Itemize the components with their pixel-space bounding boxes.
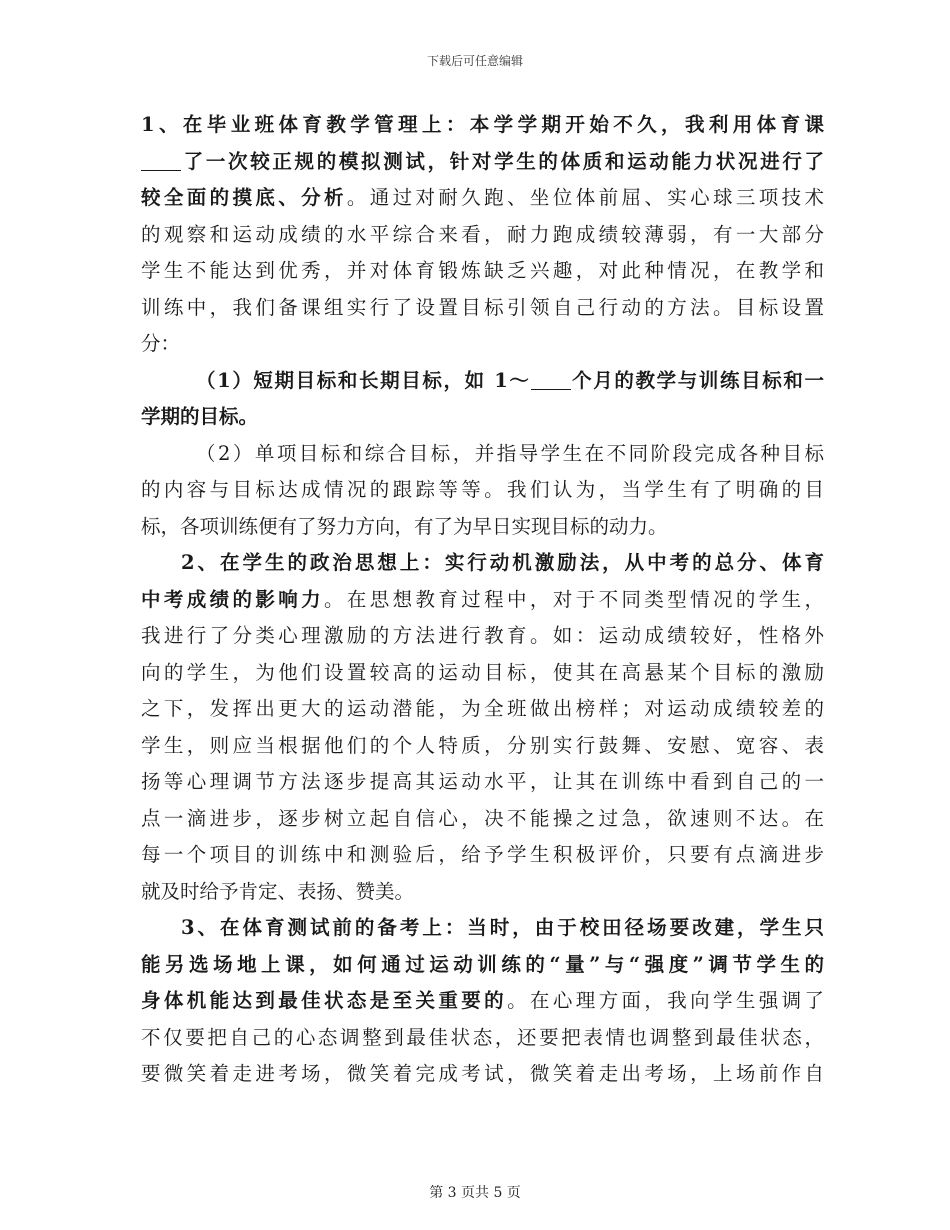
bold-text: （1）短期目标和长期目标，如 1～ bbox=[196, 368, 531, 392]
bold-text: 1、在毕业班体育教学管理上：本学学期开始不久，我利用体育课 bbox=[141, 113, 824, 136]
text-line bbox=[141, 399, 824, 436]
text-line bbox=[141, 691, 824, 728]
body-text: 每一个项目的训练中和测验后，给予学生积极评价，只要有点滴进步 bbox=[141, 843, 824, 866]
bold-text: 身体机能达到最佳状态是至关重要的 bbox=[141, 989, 508, 1012]
text-line bbox=[141, 509, 824, 546]
text-line bbox=[141, 326, 824, 363]
text-line bbox=[141, 764, 824, 801]
body-text: 扬等心理调节方法逐步提高其运动水平，让其在训练中看到自己的一 bbox=[141, 770, 824, 793]
body-text: （2）单项目标和综合目标，并指导学生在不同阶段完成各种目标 bbox=[196, 441, 824, 465]
paragraph bbox=[141, 436, 824, 546]
bold-text: 学期的目标。 bbox=[141, 405, 259, 428]
text-line bbox=[141, 837, 824, 874]
text-line bbox=[141, 290, 824, 327]
body-text: 不仅要把自己的心态调整到最佳状态，还要把表情也调整到最佳状态， bbox=[141, 1025, 824, 1049]
body-text: 。在思想教育过程中，对于不同类型情况的学生， bbox=[324, 587, 824, 611]
body-text: 要微笑着走进考场，微笑着完成考试，微笑着走出考场，上场前作自 bbox=[141, 1062, 824, 1085]
body-text: 就及时给予肯定、表扬、赞美。 bbox=[141, 879, 415, 903]
page-header: 下载后可任意编辑 bbox=[426, 54, 523, 68]
text-line bbox=[141, 107, 824, 144]
body-text: 向的学生，为他们设置较高的运动目标，使其在高悬某个目标的激励 bbox=[141, 660, 824, 684]
text-line bbox=[141, 801, 824, 838]
body-text: 。通过对耐久跑、坐位体前屈、实心球三项技术 bbox=[346, 186, 824, 209]
bold-text: 能另选场地上课，如何通过运动训练的“量”与“强度”调节学生的 bbox=[141, 952, 824, 976]
bold-text: 了一次较正规的模拟测试，针对学生的体质和运动能力状况进行了 bbox=[181, 149, 824, 173]
body-text: 的内容与目标达成情况的跟踪等等。我们认为，当学生有了明确的目 bbox=[141, 478, 824, 501]
body-text: 。在心理方面，我向学生强调了 bbox=[507, 989, 824, 1012]
text-line bbox=[141, 1020, 824, 1057]
body-text: 标，各项训练便有了努力方向，有了为早日实现目标的动力。 bbox=[141, 514, 668, 538]
body-text: 学生不能达到优秀，并对体育锻炼缺乏兴趣，对此种情况，在教学和 bbox=[141, 259, 824, 282]
bold-text: 中考成绩的影响力 bbox=[141, 587, 325, 611]
text-line bbox=[141, 582, 824, 619]
paragraph bbox=[141, 910, 824, 1093]
paragraph bbox=[141, 363, 824, 436]
text-line bbox=[141, 180, 824, 217]
fill-in-blank bbox=[141, 150, 181, 171]
text-line bbox=[141, 947, 824, 984]
body-text: 的观察和运动成绩的水平综合来看，耐力跑成绩较薄弱，有一大部分 bbox=[141, 222, 824, 246]
body-text: 学生，则应当根据他们的个人特质，分别实行鼓舞、安慰、宽容、表 bbox=[141, 733, 824, 757]
text-line bbox=[141, 618, 824, 655]
body-text: 之下，发挥出更大的运动潜能，为全班做出榜样；对运动成绩较差的 bbox=[141, 697, 824, 720]
text-line bbox=[141, 910, 824, 947]
document-body bbox=[141, 107, 824, 1093]
body-text: 点一滴进步，逐步树立起自信心，决不能操之过急，欲速则不达。在 bbox=[141, 806, 824, 830]
text-line bbox=[141, 874, 824, 911]
fill-in-blank bbox=[531, 369, 571, 390]
text-line bbox=[141, 217, 824, 254]
bold-text: 3、在体育测试前的备考上：当时，由于校田径场要改建，学生只 bbox=[181, 916, 824, 939]
text-line bbox=[141, 1056, 824, 1093]
text-line bbox=[141, 472, 824, 509]
text-line bbox=[141, 144, 824, 181]
page-footer: 第 3 页共 5 页 bbox=[429, 1185, 521, 1201]
text-line bbox=[141, 363, 824, 400]
bold-text: 个月的教学与训练目标和一 bbox=[570, 368, 824, 392]
body-text: 分： bbox=[141, 332, 181, 355]
body-text: 训练中，我们备课组实行了设置目标引领自己行动的方法。目标设置 bbox=[141, 295, 824, 319]
bold-text: 2、在学生的政治思想上：实行动机激励法，从中考的总分、体育 bbox=[181, 551, 824, 574]
text-line bbox=[141, 253, 824, 290]
text-line bbox=[141, 728, 824, 765]
body-text: 我进行了分类心理激励的方法进行教育。如：运动成绩较好，性格外 bbox=[141, 624, 824, 647]
paragraph bbox=[141, 107, 824, 363]
text-line bbox=[141, 545, 824, 582]
text-line bbox=[141, 436, 824, 473]
paragraph bbox=[141, 545, 824, 910]
bold-text: 较全面的摸底、分析 bbox=[141, 186, 347, 209]
text-line bbox=[141, 983, 824, 1020]
text-line bbox=[141, 655, 824, 692]
